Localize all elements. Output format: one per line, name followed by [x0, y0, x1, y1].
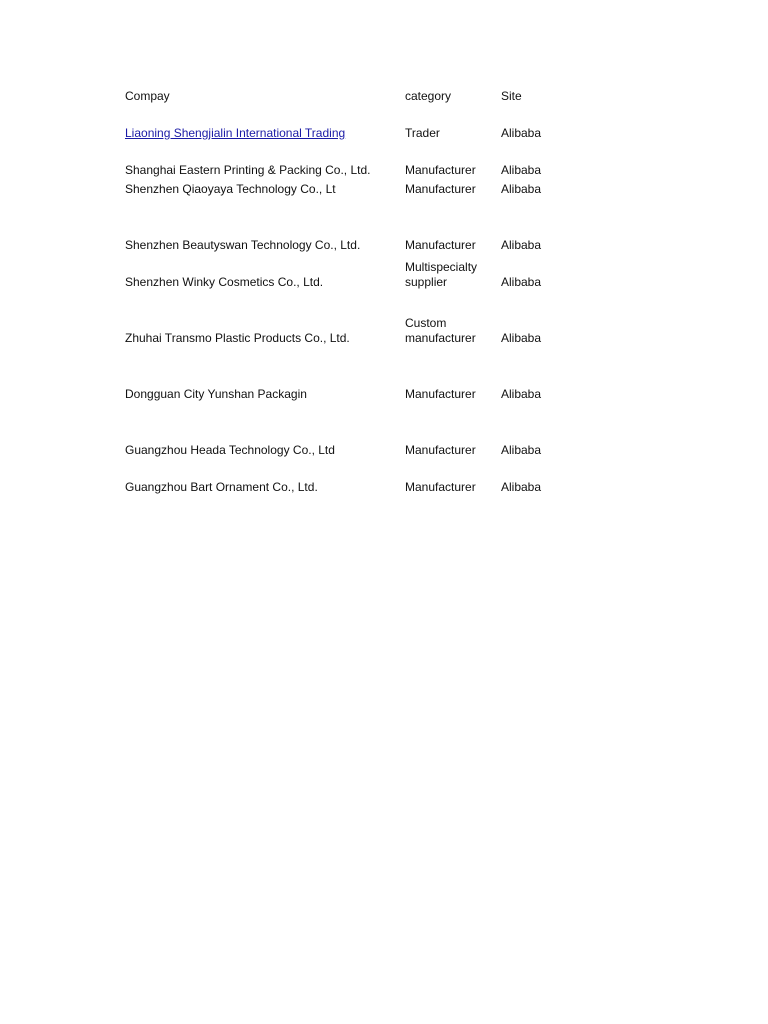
site-cell: Alibaba	[501, 331, 542, 345]
company-cell: Shenzhen Qiaoyaya Technology Co., Lt	[125, 182, 336, 196]
category-line: Custom	[405, 316, 447, 330]
category-cell: Trader	[405, 126, 440, 140]
site-cell: Alibaba	[501, 443, 542, 457]
site-cell: Alibaba	[501, 163, 542, 177]
table-row	[0, 443, 768, 459]
site-cell: Alibaba	[501, 182, 542, 196]
company-cell: Guangzhou Bart Ornament Co., Ltd.	[125, 480, 318, 494]
category-cell	[405, 260, 495, 290]
header-site: Site	[501, 89, 522, 103]
category-cell: Manufacturer	[405, 480, 476, 494]
company-cell: Shenzhen Winky Cosmetics Co., Ltd.	[125, 275, 324, 289]
site-cell: Alibaba	[501, 126, 542, 140]
header-category: category	[405, 89, 452, 103]
table-header	[0, 89, 768, 105]
category-line: manufacturer	[405, 331, 476, 345]
company-cell: Shanghai Eastern Printing & Packing Co., Ltd.	[125, 163, 371, 177]
table-row	[0, 182, 768, 198]
company-cell: Shenzhen Beautyswan Technology Co., Ltd.	[125, 238, 361, 252]
table-row	[0, 260, 768, 292]
company-cell: Guangzhou Heada Technology Co., Ltd	[125, 443, 335, 457]
table-row	[0, 387, 768, 403]
table-row	[0, 316, 768, 348]
category-cell: Manufacturer	[405, 238, 476, 252]
company-link[interactable]: Liaoning Shengjialin International Trading	[125, 126, 346, 140]
table-row	[0, 238, 768, 254]
category-cell: Manufacturer	[405, 163, 476, 177]
site-cell: Alibaba	[501, 387, 542, 401]
site-cell: Alibaba	[501, 480, 542, 494]
category-cell: Manufacturer	[405, 387, 476, 401]
category-line: Multispecialty	[405, 260, 478, 274]
category-cell: Manufacturer	[405, 182, 476, 196]
header-company: Compay	[125, 89, 170, 103]
site-cell: Alibaba	[501, 238, 542, 252]
table-row	[0, 126, 768, 142]
company-cell: Zhuhai Transmo Plastic Products Co., Ltd.	[125, 331, 350, 345]
table-row	[0, 163, 768, 179]
category-line: supplier	[405, 275, 448, 289]
site-cell: Alibaba	[501, 275, 542, 289]
table-row	[0, 480, 768, 496]
category-cell: Manufacturer	[405, 443, 476, 457]
category-cell	[405, 316, 495, 346]
company-cell: Dongguan City Yunshan Packagin	[125, 387, 307, 401]
